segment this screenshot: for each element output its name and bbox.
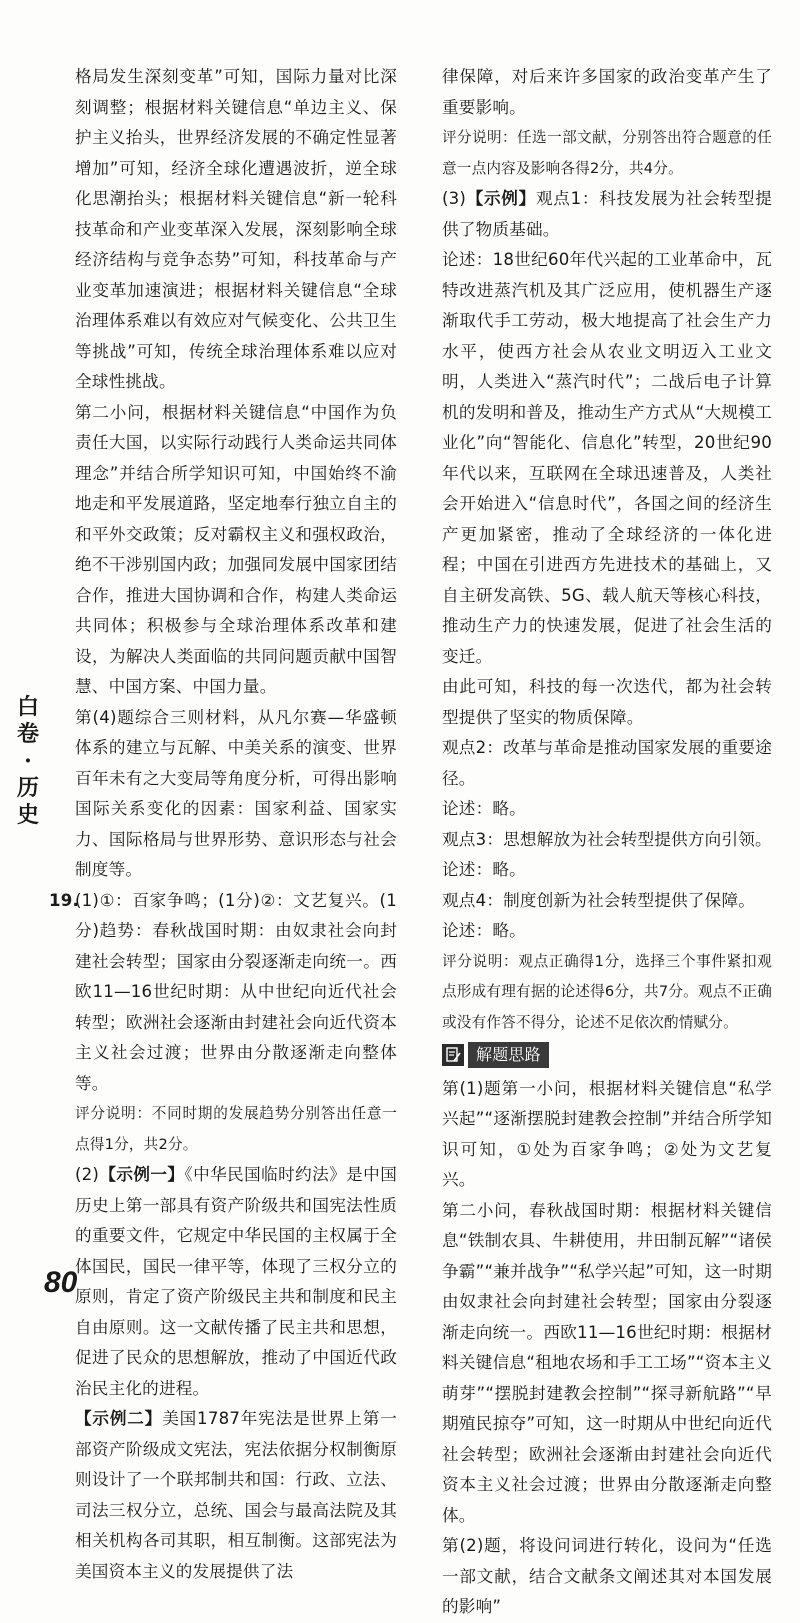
paragraph [442,184,772,245]
question-19-answer: (1)①：百家争鸣；(1分)②：文艺复兴。(1分)趋势：春秋战国时期：由奴隶社会向封建社会转型；国家由分裂逐渐走向统一。西欧11—16世纪时期：从中世纪向近代社会转型；欧洲社会逐渐由封建社会向近代资本主义社会过渡；世界由分散逐渐走向整体等。 [75,890,397,1093]
solution-heading-label: 解题思路 [468,1042,549,1068]
right-column [442,62,772,1623]
paragraph: 第(1)题第一小问，根据材料关键信息“私学兴起”“逐渐摆脱封建教会控制”并结合所学知识可知，①处为百家争鸣；②处为文艺复兴。 [442,1078,772,1189]
sidebar-char: 白 [16,694,39,720]
example-tag: 【示例二】 [75,1409,163,1428]
paragraph-text: 《中华民国临时约法》是中国历史上第一部具有资产阶级共和国宪法性质的重要文件，它规定中华民国的主权属于全体国民，国民一律平等，体现了三权分立的原则，肯定了资产阶级民主共和制度和民主自由原则。这一文献传播了民主共和思想，促进了民众的思想解放，推动了中国近代政治民主化的进程。 [75,1165,397,1398]
paragraph: 论述：略。 [442,799,526,818]
solution-heading [442,1042,549,1068]
paragraph: 论述：略。 [442,921,526,940]
paragraph-text: 美国1787年宪法是世界上第一部资产阶级成文宪法，宪法依据分权制衡原则设计了一个联邦制共和国：行政、立法、司法三权分立，总统、国会与最高法院及其相关机构各司其职，相互制衡。这部宪法为美国资本主义的发展提供了法 [75,1409,398,1581]
scoring-note: 评分说明：任选一部文献，分别答出符合题意的任意一点内容及影响各得2分，共4分。 [442,129,772,177]
part-label: (3) [442,189,467,208]
paragraph: 由此可知，科技的每一次迭代，都为社会转型提供了坚实的物质保障。 [442,677,772,727]
example-tag: 【示例一】 [99,1165,185,1184]
paragraph-text: 观点1：科技发展为社会转型提供了物质基础。 [442,189,772,239]
paragraph: 律保障，对后来许多国家的政治变革产生了重要影响。 [442,67,772,117]
question-19 [49,886,397,1100]
scoring-note: 评分说明：不同时期的发展趋势分别答出任意一点得1分，共2分。 [75,1105,397,1153]
sidebar-char: 史 [16,802,39,828]
paragraph: 格局发生深刻变革”可知，国际力量对比深刻调整；根据材料关键信息“单边主义、保护主义抬头，世界经济发展的不确定性显著增加”可知，经济全球化遭遇波折，逆全球化思潮抬头；根据材料关键信息“新一轮科技革命和产业变革深入发展，深刻影响全球经济结构与竞争态势”可知，科技革命与产业变革加速演进；根据材料关键信息“全球治理体系难以有效应对气候变化、公共卫生等挑战”可知，传统全球治理体系难以应对全球性挑战。 [75,67,397,391]
part-label: (2) [75,1165,100,1184]
notepad-icon [442,1044,464,1066]
paragraph: 观点3：思想解放为社会转型提供方向引领。 [442,829,772,849]
page-number: 80 [44,1266,78,1299]
question-number: 19. [49,890,79,910]
paragraph: 观点2：改革与革命是推动国家发展的重要途径。 [442,738,772,788]
paragraph: 第(2)题，将设问词进行转化，设问为“任选一部文献，结合文献条文阐述其对本国发展的影响” [442,1536,772,1616]
paragraph: 第二小问，根据材料关键信息“中国作为负责任大国，以实际行动践行人类命运共同体理念”并结合所学知识可知，中国始终不渝地走和平发展道路，坚定地奉行独立自主的和平外交政策；反对霸权主义和强权政治，绝不干涉别国内政；加强同发展中国家团结合作，推进大国协调和合作，构建人类命运共同体；积极参与全球治理体系改革和建设，为解决人类面临的共同问题贡献中国智慧、中国方案、中国力量。 [75,402,397,696]
paragraph [75,1160,397,1404]
sidebar-char: 历 [16,775,39,801]
paragraph [75,1404,397,1587]
paragraph: 第二小问，春秋战国时期：根据材料关键信息“铁制农具、牛耕使用，井田制瓦解”“诸侯争霸”“兼并战争”“私学兴起”可知，这一时期由奴隶社会向封建社会转型；国家由分裂逐渐走向统一。西欧11—16世纪时期：根据材料关键信息“租地农场和手工工场”“资本主义萌芽”“摆脱封建教会控制”“探寻新航路”“早期殖民掠夺”可知，这一时期从中世纪向近代社会转型；欧洲社会逐渐由封建社会向近代资本主义社会过渡；世界由分散逐渐走向整体。 [442,1200,772,1525]
example-tag: 【示例】 [466,189,536,208]
scoring-note: 评分说明：观点正确得1分，选择三个事件紧扣观点形成有理有据的论述得6分，共7分。观点不正确或没有作答不得分，论述不足依次酌情赋分。 [442,952,772,1031]
paragraph: 第(4)题综合三则材料，从凡尔赛—华盛顿体系的建立与瓦解、中美关系的演变、世界百年未有之大变局等角度分析，可得出影响国际关系变化的因素：国家利益、国家实力、国际格局与世界形势、意识形态与社会制度等。 [75,707,397,879]
paragraph: 论述：略。 [442,860,526,879]
sidebar-char: · [24,748,32,774]
paragraph: 观点4：制度创新为社会转型提供了保障。 [442,890,756,910]
sidebar-char: 卷 [16,721,39,747]
sidebar-label [14,694,42,829]
paragraph: 论述：18世纪60年代兴起的工业革命中，瓦特改进蒸汽机及其广泛应用，使机器生产逐渐取代手工劳动，极大地提高了社会生产力水平，使西方社会从农业文明迈入工业文明，人类进入“蒸汽时代”；二战后电子计算机的发明和普及，推动生产方式从“大规模工业化”向“智能化、信息化”转型，20世纪90年代以来，互联网在全球迅速普及，人类社会开始进入“信息时代”，各国之间的经济生产更加紧密，推动了全球经济的一体化进程；中国在引进西方先进技术的基础上，又自主研发高铁、5G、载人航天等核心科技，推动生产力的快速发展，促进了社会生活的变迁。 [442,250,772,666]
